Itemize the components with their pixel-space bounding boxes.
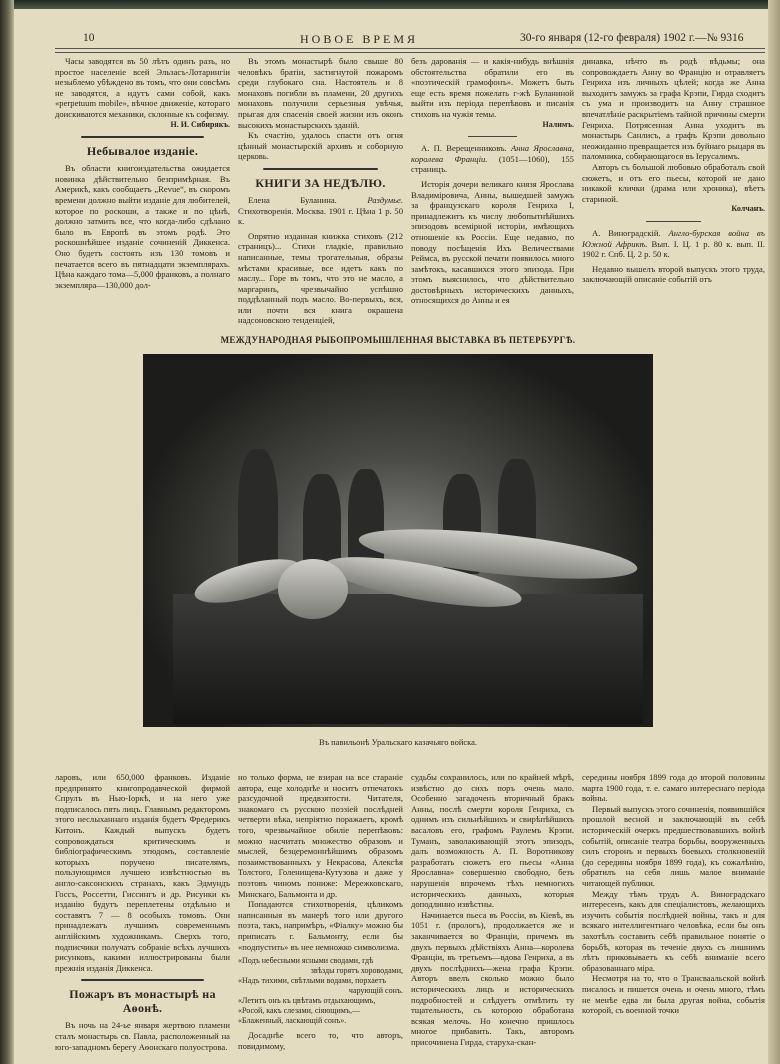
paragraph: Досаднѣе всего то, что авторъ, повидимому, bbox=[238, 1030, 403, 1051]
paragraph: Въ этомъ монастырѣ было свыше 80 человѣкъ братіи, застигнутой пожаромъ среди глубокаго сна. Настоятель и 8 монаховъ погибли въ пламени, 20 другихъ монаховъ получили серьезныя увѣчья, прыгая для спасенія своей жизни изъ оконъ высокихъ монастырскихъ зданій. bbox=[238, 56, 403, 130]
book-author: А. Виноградскій. bbox=[592, 227, 661, 238]
illustration-title: МЕЖДУНАРОДНАЯ РЫБОПРОМЫШЛЕННАЯ ВЫСТАВКА ВЪ ПЕТЕРБУРГѢ. bbox=[220, 335, 576, 346]
signature: Н. И. Сибирякъ. bbox=[170, 119, 230, 129]
poem-quote bbox=[238, 956, 403, 1026]
book-entry bbox=[582, 228, 765, 260]
paragraph: Авторъ съ большой любовью обработалъ свой сюжетъ, и отъ его пьесы, которой не дано никакой клички (драма или хроника), вѣетъ стариной. bbox=[582, 161, 765, 204]
illustration-caption: Въ павильонѣ Уральскаго казачьяго войска. bbox=[318, 737, 478, 748]
poem-line: «Росой, какъ слезами, сіяющимъ,— bbox=[238, 1006, 360, 1016]
book-info: (1051—1060), 155 страницъ. bbox=[411, 153, 574, 175]
book-info: Стихотворенія. Москва. 1901 г. Цѣна 1 р. 50 к. bbox=[238, 205, 403, 227]
paragraph: ларовъ, или 650,000 франковъ. Изданіе предпринято книгопродавческой фирмой Спрулъ въ Нью-Іоркѣ, и на него уже подписалось пять лицъ. Главнымъ редакторомъ этого неслыханнаго изданія будетъ Фредерикъ Китонъ. Каждый выпускъ будетъ сопровождаться критическимъ и библіографическимъ этюдомъ, составленіе которыхъ поручено писателямъ, пользующимся лучшею извѣстностью въ англо-саксонскихъ странахъ, какъ Эдмундъ Госсъ, Россетти, Гиссингъ и др. Рисунки къ изданію будутъ переплетены отдѣльно и составятъ 7 — 8 особыхъ томовъ. Они принадлежатъ лучшимъ современнымъ англійскимъ художникамъ. Сверхъ того, подписчики получатъ собраніе всѣхъ лучшихъ рисунковъ, какими иллюстрированы были прежнія изданія Диккенса. bbox=[55, 772, 230, 973]
bottom-column-3 bbox=[411, 772, 574, 1047]
bottom-column-2 bbox=[238, 772, 403, 1051]
paragraph: безъ дарованія — и какія-нибудь внѣшнія обстоятельства обратили его въ «поэтическій грамофонъ». Можетъ быть еще есть время пожелать г-жѣ Буланиной выйти изъ періода перепѣвовъ и писанія стиховъ на чужія темы. bbox=[411, 56, 574, 119]
top-column-1 bbox=[55, 56, 230, 290]
paragraph: Недавно вышелъ второй выпускъ этого труда, заключающій описаніе событій отъ bbox=[582, 263, 765, 285]
poem-line: чарующій сонъ. bbox=[348, 986, 403, 996]
divider bbox=[646, 221, 701, 222]
paragraph: Къ счастію, удалось спасти отъ огня цѣнный монастырскій архивъ и соборную церковь. bbox=[238, 130, 403, 162]
poem-line: «Летитъ онъ къ цвѣтамъ отдыхающимъ, bbox=[238, 996, 376, 1006]
book-author: Елена Буланина. bbox=[248, 194, 337, 205]
photo-sturgeon bbox=[278, 559, 348, 619]
ornament-divider bbox=[81, 136, 204, 138]
paragraph: Попадаются стихотворенія, цѣликомъ написанныя въ манерѣ того или другого поэта, такъ, напримѣръ, «Фіалку» можно бы приписать г. Бальмонту, если бы «подпустить» въ нее немножко символизма. bbox=[238, 899, 403, 952]
ornament-divider bbox=[81, 979, 204, 981]
poem-line: «Надъ тихими, свѣтлыми водами, порхаетъ bbox=[238, 976, 386, 986]
paragraph: середины ноября 1899 года до второй половины марта 1900 года, т. е. самаго интереснаго періода войны. bbox=[582, 772, 765, 804]
section-heading: КНИГИ ЗА НЕДѢЛЮ. bbox=[255, 175, 386, 190]
poem-line: «Блаженный, ласкающій сонъ». bbox=[238, 1016, 347, 1026]
paragraph: динавка, нѣчто въ родѣ вѣдьмы; она сопровождаетъ Анну во Францію и отравляетъ Генриха изъ личныхъ цѣлей; когда же Анна выходитъ замужъ за графа Крэпи, Гирда сходитъ съ ума и производитъ на Анну страшное впечатлѣніе раскрытіемъ тайной причины смерти Генриха. Потрясенная Анна уходитъ въ монастырь Санлисъ, а графъ Крэпи довольно неожиданно превращается изъ буйнаго рыцаря въ паломника, собирающагося въ Іерусалимъ. bbox=[582, 56, 765, 162]
book-title: Анна Ярославна, королева Франціи. bbox=[411, 143, 574, 164]
paragraph: Начинается пьеса въ Россіи, въ Кіевѣ, въ 1051 г. (прологъ), продолжается же и заканчивается во Франціи, причемъ въ двухъ первыхъ дѣйствіяхъ Анна—королева Франціи, въ третьемъ—вдова Генриха, а въ двухъ послѣднихъ—жена графа Крэпи. Авторъ ввелъ сколько можно было историческихъ лицъ и историческихъ подробностей и слѣдуетъ отмѣтить ту тщательность, съ которою обработана всякая мелочь. Но конечно пришлось многое прибавить. Такъ, авторомъ присочинена Гирда, старуха-скан- bbox=[411, 909, 574, 1047]
divider bbox=[468, 136, 517, 137]
book-info: Вып. I. Ц. 1 р. 80 к. вып. II. 1902 г. Спб. Ц. 2 р. 50 к. bbox=[582, 238, 765, 260]
top-column-4 bbox=[582, 56, 765, 285]
poem-line: «Подъ небесными ясными сводами, гдѣ bbox=[238, 956, 374, 966]
paragraph: Въ области книгоиздательства ожидается новинка дѣйствительно безпримѣрная. Въ Америкѣ, какъ сообщаетъ „Revue“, въ скоромъ времени должно выйти изданіе для любителей, которое по роскоши, а также и по цѣнѣ, должно затмить все, что когда-либо сдѣлано было въ Европѣ въ этомъ родѣ. Это роскошнѣйшее изданіе сочиненій Диккенса. Оно будетъ состоять изъ 130 томовъ и печатается всего въ пятнадцати экземплярахъ. Цѣна каждаго тома—5,000 франковъ, а полнаго экземпляра—130,000 дол- bbox=[55, 163, 230, 290]
signature: Налимъ. bbox=[542, 119, 574, 129]
paragraph: Часы заводятся въ 50 лѣтъ одинъ разъ, но простое населеніе всей Эльзасъ-Лотарингіи незыблемо убѣждено въ томъ, что они совсѣмъ не заводятся, а идутъ сами собой, какъ «perpetuum mobile», вѣчное движеніе, котораго доискиваются механики, склонные къ софизму. bbox=[55, 56, 230, 119]
paragraph: судьбы сохранилось, или по крайней мѣрѣ, извѣстно до сихъ поръ очень мало. Особенно загадоченъ вторичный бракъ Анны, послѣ смерти короля Генриха, съ однимъ изъ сильнѣйшихъ и свирѣпѣйшихъ васаловъ его, графомъ Раулемъ Крэпи. Туманъ, заволакивающій этотъ эпизодъ, далъ возможность А. П. Воротникову разработать сюжетъ его пьесы «Анна Ярославна» совершенно свободно, безъ нарушенія впрочемъ тѣхъ немногихъ историческихъ данныхъ, которыя доподлинно извѣстны. bbox=[411, 772, 574, 910]
newspaper-title: НОВОЕ ВРЕМЯ bbox=[300, 32, 419, 46]
top-columns bbox=[55, 56, 765, 326]
book-entry bbox=[238, 195, 403, 227]
poem-line: звѣзды горятъ хороводами, bbox=[310, 966, 403, 976]
paragraph: Первый выпускъ этого сочиненія, появившійся прошлой весной и заключающій въ себѣ историческій очеркъ предшествовавшихъ войнѣ событій, описаніе театра борьбы, вооруженныхъ силъ сторонъ и первыхъ боевыхъ столкновеній (до середины ноября 1899 года), къ сожалѣнію, обратилъ на себя лишь малое вниманіе читающей публики. bbox=[582, 803, 765, 888]
top-column-3 bbox=[411, 56, 574, 306]
paragraph: но только форма, не взирая на все стараніе автора, еще холоднѣе и носитъ отпечатокъ разсудочной предвзятости. Читателя, знакомаго съ русскою поэзіей послѣдней четверти вѣка, непріятно поражаетъ, кромѣ того, чрезвычайное обиліе перепѣвовъ: можно насчитать множество образовъ и мыслей, безцеремоннѣйшимъ образомъ позаимствованныхъ у Некрасова, Алексѣя Толстого, Голенищева-Кутузова и даже у поэтовъ чиномъ пониже: Мережковскаго, Минскаго, Бальмонта и др. bbox=[238, 772, 403, 899]
exhibition-photo bbox=[143, 354, 653, 727]
book-title: Раздумье. bbox=[367, 194, 403, 205]
paragraph: Опрятно изданная книжка стиховъ (212 страницъ)... Стихи гладкіе, правильно написанные, темы трогательныя, образы мѣстами красивые, все идетъ какъ по маслу... Горе въ томъ, что это не масло, а маргаринъ, чрезвычайно успѣшно поддѣланный подъ масло. Во-первыхъ, вся, или почти вся книга окрашена надсоновскою тенденціей, bbox=[238, 230, 403, 326]
book-author: А. П. Верещенниковъ. bbox=[421, 143, 507, 154]
top-column-2 bbox=[238, 56, 403, 326]
paragraph: Между тѣмъ трудъ А. Виноградскаго интересенъ, какъ для спеціалистовъ, желающихъ изучить событія послѣдней войны, такъ и для всякаго интеллигентнаго человѣка, если бы онъ захотѣлъ составить себѣ правильное понятіе о борьбѣ, которая въ теченіе двухъ съ лишнимъ лѣтъ приковываетъ къ себѣ вниманіе всего образованнаго міра. bbox=[582, 888, 765, 973]
bottom-columns bbox=[55, 772, 765, 1052]
photo-table bbox=[173, 594, 643, 724]
paragraph: Несмотря на то, что о Трансваальской войнѣ писалось и пишется очень и очень много, тѣмъ не менѣе едва ли была другая война, событія которой, съ военной точки bbox=[582, 973, 765, 1016]
issue-date: 30-го января (12-го февраля) 1902 г.—№ 9316 bbox=[520, 32, 744, 44]
bottom-column-1 bbox=[55, 772, 230, 1052]
signature: Колчанъ. bbox=[731, 204, 765, 214]
article-heading: Небывалое изданіе. bbox=[86, 144, 199, 159]
page-number: 10 bbox=[83, 32, 95, 44]
book-title: Англо-бурская война въ Южной Африкѣ. bbox=[582, 227, 765, 249]
paragraph: Исторія дочери великаго князя Ярослава Владиміровича, Анны, вышедшей замужъ за французскаго короля Генриха I, принадлежитъ къ числу любопытнѣйшихъ эпизодовъ всемірной исторіи, имѣющихъ отношеніе къ Россіи. Еще недавно, по поводу посѣщенія Ихъ Величествами Реймса, въ русской печати появилось много замѣтокъ, касавшихся этого эпизода. При этомъ выяснилось, что дѣйствительно достовѣрныхъ историческихъ данныхъ, относящихся до Анны и ея bbox=[411, 178, 574, 306]
book-entry bbox=[411, 143, 574, 175]
paragraph: Въ ночь на 24-ье января жертвою пламени сталъ монастырь св. Павла, расположенный на юго-западномъ берегу Аѳонскаго полуострова. bbox=[55, 1020, 230, 1052]
bottom-column-4 bbox=[582, 772, 765, 1016]
ornament-divider bbox=[263, 168, 379, 170]
article-heading: Пожаръ въ монастырѣ на Аѳонѣ. bbox=[69, 987, 216, 1016]
